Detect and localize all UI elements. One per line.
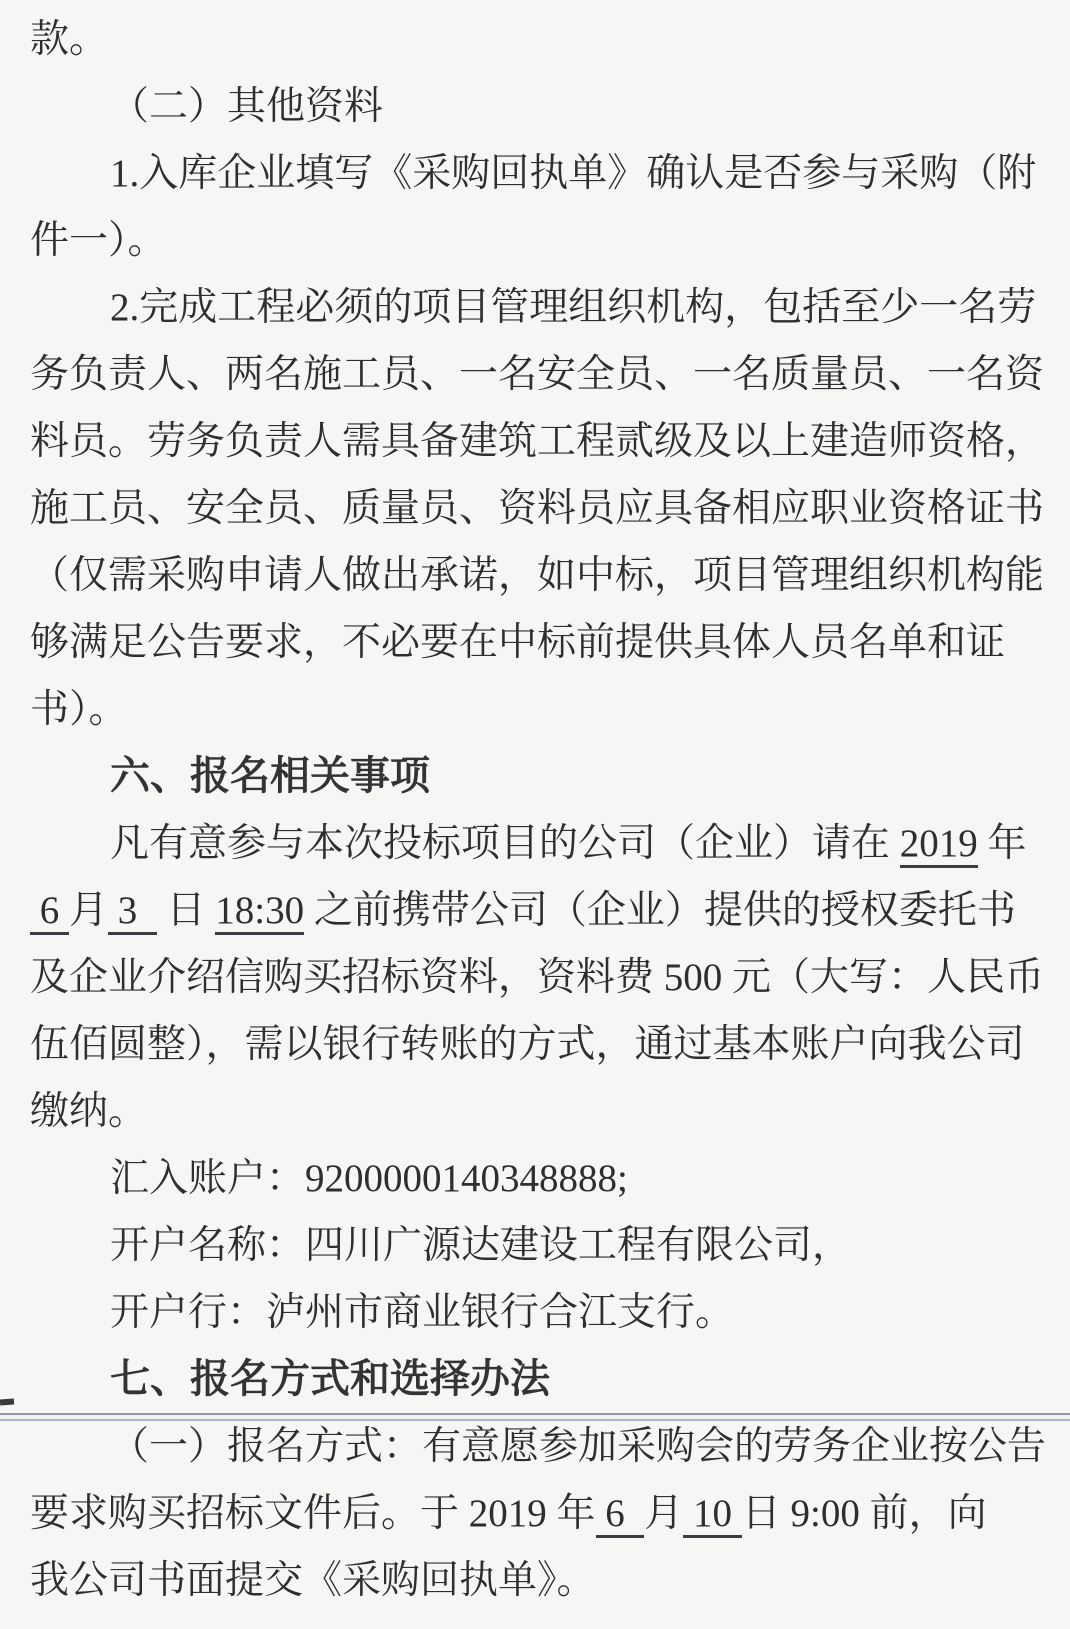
doc-line bbox=[30, 207, 1042, 274]
text-segment: （二）其他资料 bbox=[110, 85, 384, 128]
text-segment: 月 bbox=[69, 889, 109, 932]
text-segment: 伍佰圆整），需以银行转账的方式，通过基本账户向我公司 bbox=[30, 1023, 1025, 1066]
doc-line bbox=[30, 274, 1042, 341]
text-segment: 款。 bbox=[30, 18, 109, 61]
doc-line bbox=[30, 1480, 1042, 1547]
underlined-value: 6 bbox=[596, 1492, 645, 1538]
text-segment: 务负责人、两名施工员、一名安全员、一名质量员、一名资 bbox=[30, 353, 1045, 396]
text-segment: 够满足公告要求，不必要在中标前提供具体人员名单和证 bbox=[30, 621, 1006, 664]
text-segment: 月 bbox=[644, 1492, 684, 1535]
doc-line bbox=[30, 1145, 1042, 1212]
text-segment: 及企业介绍信购买招标资料，资料费 500 元（大写：人民币 bbox=[30, 956, 1045, 999]
underlined-value: 3 bbox=[108, 889, 157, 935]
text-segment: 施工员、安全员、质量员、资料员应具备相应职业资格证书 bbox=[30, 487, 1045, 530]
underlined-value: 18:30 bbox=[215, 889, 304, 935]
text-segment: （仅需采购申请人做出承诺，如中标，项目管理组织机构能 bbox=[30, 554, 1045, 597]
text-segment: 1.入库企业填写《采购回执单》确认是否参与采购（附 bbox=[110, 152, 1037, 195]
doc-line bbox=[30, 1279, 1042, 1346]
text-segment: 开户行：泸州市商业银行合江支行。 bbox=[110, 1291, 735, 1334]
doc-heading-line bbox=[30, 1346, 1042, 1413]
text-segment: 件一）。 bbox=[30, 219, 167, 262]
doc-line bbox=[30, 609, 1042, 676]
underlined-value: 2019 bbox=[900, 822, 978, 868]
underlined-value: 6 bbox=[30, 889, 69, 935]
text-segment: 2.完成工程必须的项目管理组织机构，包括至少一名劳 bbox=[110, 286, 1037, 329]
doc-line bbox=[30, 542, 1045, 609]
doc-line bbox=[30, 1547, 1042, 1614]
doc-line bbox=[30, 810, 1042, 877]
text-segment: 之前携带公司（企业）提供的授权委托书 bbox=[304, 889, 1016, 932]
text-segment: 年 bbox=[977, 822, 1027, 865]
doc-line bbox=[30, 1413, 1047, 1480]
doc-line bbox=[30, 877, 1042, 944]
text-segment: 日 bbox=[156, 889, 216, 932]
doc-line bbox=[30, 1011, 1042, 1078]
doc-line bbox=[30, 475, 1045, 542]
doc-line bbox=[30, 1078, 1042, 1145]
doc-heading-line bbox=[30, 743, 1042, 810]
doc-line bbox=[30, 6, 1042, 73]
text-segment: 凡有意参与本次投标项目的公司（企业）请在 bbox=[110, 822, 900, 865]
underlined-value: 10 bbox=[683, 1492, 742, 1538]
doc-line bbox=[30, 944, 1045, 1011]
text-segment: 开户名称：四川广源达建设工程有限公司， bbox=[110, 1224, 852, 1267]
text-segment: 料员。劳务负责人需具备建筑工程贰级及以上建造师资格， bbox=[30, 420, 1045, 463]
text-segment: （一）报名方式：有意愿参加采购会的劳务企业按公告 bbox=[110, 1425, 1047, 1468]
text-segment: 要求购买招标文件后。于 2019 年 bbox=[30, 1492, 596, 1535]
doc-line bbox=[30, 341, 1045, 408]
text-segment: 七、报名方式和选择办法 bbox=[110, 1357, 550, 1401]
text-segment: 我公司书面提交《采购回执单》。 bbox=[30, 1559, 596, 1602]
text-segment: 汇入账户：9200000140348888; bbox=[110, 1157, 628, 1200]
text-segment: 六、报名相关事项 bbox=[110, 754, 430, 798]
text-segment: 日 9:00 前，向 bbox=[741, 1492, 987, 1535]
doc-line bbox=[30, 1212, 1042, 1279]
doc-line bbox=[30, 140, 1042, 207]
text-segment: 书）。 bbox=[30, 688, 128, 731]
doc-line bbox=[30, 408, 1045, 475]
doc-line bbox=[30, 73, 1042, 140]
text-segment: 缴纳。 bbox=[30, 1090, 148, 1133]
doc-line bbox=[30, 676, 1042, 743]
